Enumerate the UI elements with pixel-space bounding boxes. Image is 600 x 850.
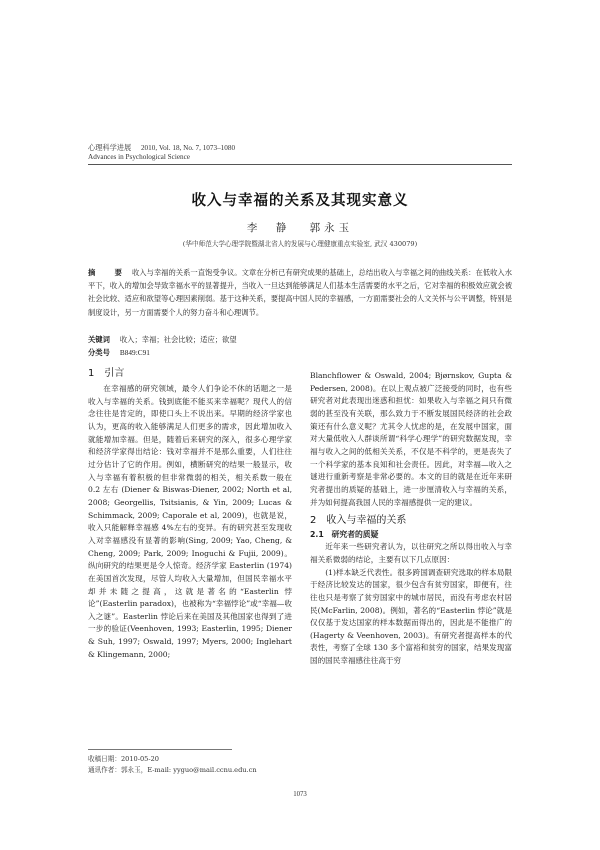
intro-paragraph: 在幸福感的研究领域，最令人们争论不休的话题之一是收入与幸福的关系。钱到底能不能买来幸福呢？现代人的信念往往是肯定的，即使口头上不说出来。早期的经济学家也认为，更高的收入能够满足人们更多的需求，因此增加收入就能增加幸福。但是，随着后来研究的深入，很多心理学家和经济学家得出结论：钱对幸福并不是那么重要，人们往往过分估计了它的作用。例如，横断研究的结果一般显示，收入与幸福有着积极的但非常微弱的相关，相关系数一般在 0.2 左右 (Diener & Biswas-Diener, 2002; North et al, 2008; Georgellis, Tsitsianis, & Yin, 2009; Lucas & Schimmack, 2009; Caporale et al, 2009)，也就是说，收入只能解释幸福感 4%左右的变异。有的研究甚至发现收入对幸福感没有显著的影响(Sing, 2009; Yao, Cheng, & Cheng, 2009; Park, 2009; Inoguchi & Fujii, 2009)。纵向研究的结果更是令人惊奇。经济学家 Easterlin (1974) 在美国首次发现，尽管人均收入大量增加，但国民幸福水平却并未随之提高，这就是著名的“Easterlin 悖论”(Easterlin paradox)，也被称为“幸福悖论”或“幸福—收入之谜”。Easterlin 悖论后来在美国及其他国家也得到了进一步的验证(Veenhoven, 1993; Easterlin, 1995; Diener & Suh, 1997; Oswald, 1997; Myers, 2000; Inglehart & Klingemann, 2000; <box>88 384 292 659</box>
author-2: 郭永玉 <box>309 222 354 234</box>
section-2-1-paragraph-2: (1)样本缺乏代表性。很多跨国调查研究选取的样本局限于经济比较发达的国家，很少包含有贫穷国家，即便有，往往也只是考察了贫穷国家中的城市居民，而没有考虑农村居民(McFarlin, 2008)。例如，著名的“Easterlin 悖论”就是仅仅基于发达国家的样本数据而得出的，因此是不能推广的(Hagerty & Veenhoven, 2003)。有研究者提高样本的代表性，考察了全球 130 多个富裕和贫穷的国家，结果发现富国的国民幸福感往往高于穷 <box>310 567 512 666</box>
right-column <box>310 370 512 668</box>
journal-name-cn: 心理科学进展 <box>88 144 132 152</box>
abstract-text: 收入与幸福的关系一直饱受争议。文章在分析已有研究成果的基础上，总结出收入与幸福之间的曲线关系：在低收入水平下，收入的增加会导致幸福水平的显著提升，当收入一旦达到能够满足人们基本生活需要的水平之后，它对幸福的积极效应就会被社会比较、适应和欲望等心理因素削弱。基于这种关系，要提高中国人民的幸福感，一方面需要社会的人文关怀与公平调整，特别是制度设计，另一方面需要个人的努力奋斗和心理调节。 <box>88 268 513 317</box>
footnote-corresponding-author: 通讯作者：郭永玉，E-mail: yyguo@mail.ccnu.edu.cn <box>88 766 257 774</box>
classification-code: B849:C91 <box>119 348 150 357</box>
journal-citation: 2010, Vol. 18, No. 7, 1073–1080 <box>140 144 236 152</box>
section-2-1-paragraph-1: 近年来一些研究者认为，以往研究之所以得出收入与幸福关系微弱的结论，主要有以下几点原因： <box>310 542 512 564</box>
authors <box>0 220 600 235</box>
section-2-1-heading: 2.1 研究者的质疑 <box>310 530 379 540</box>
classification <box>88 346 150 359</box>
abstract-label: 摘 要 <box>88 268 128 277</box>
author-1: 李 静 <box>246 222 291 234</box>
intro-continuation: Blanchflower & Oswald, 2004; Bjørnskov, Gupta & Pedersen, 2008)。在以上观点被广泛接受的同时，也有些研究者对此表现出迷惑和担忧：如果收入与幸福之间只有微弱的甚至没有关联，那么致力于不断发展国民经济的社会政策还有什么意义呢？尤其令人忧虑的是，在发展中国家，面对大量低收入人群谈所谓“科学心理学”的研究数据发现，幸福与收入之间的低相关关系，不仅是不科学的，更是丧失了一个科学家的基本良知和社会责任。因此，对幸福—收入之谜进行重新考察是非常必要的。本文的目的就是在近年来研究者提出的质疑的基础上，进一步厘清收入与幸福的关系，并为如何提高我国人民的幸福感提供一定的建议。 <box>310 371 512 507</box>
footnote-received-date: 收稿日期：2010-05-20 <box>88 755 159 763</box>
abstract <box>88 266 512 319</box>
paper-title: 收入与幸福的关系及其现实意义 <box>191 193 409 209</box>
section-1-heading: 1 引言 <box>88 368 125 379</box>
affiliation: (华中师范大学心理学院暨湖北省人的发展与心理健康重点实验室, 武汉 430079) <box>182 240 418 248</box>
page-number: 1073 <box>293 791 307 798</box>
journal-header-line1 <box>88 144 235 153</box>
classification-label: 分类号 <box>88 348 110 357</box>
section-2-heading: 2 收入与幸福的关系 <box>310 515 407 527</box>
footnote-rule <box>88 749 232 750</box>
keywords-text: 收入；幸福；社会比较；适应；欲望 <box>119 335 237 344</box>
keywords <box>88 333 237 346</box>
keywords-label: 关键词 <box>88 335 110 344</box>
left-column <box>88 383 292 661</box>
header-rule <box>88 164 512 165</box>
journal-name-en: Advances in Psychological Science <box>88 153 190 161</box>
